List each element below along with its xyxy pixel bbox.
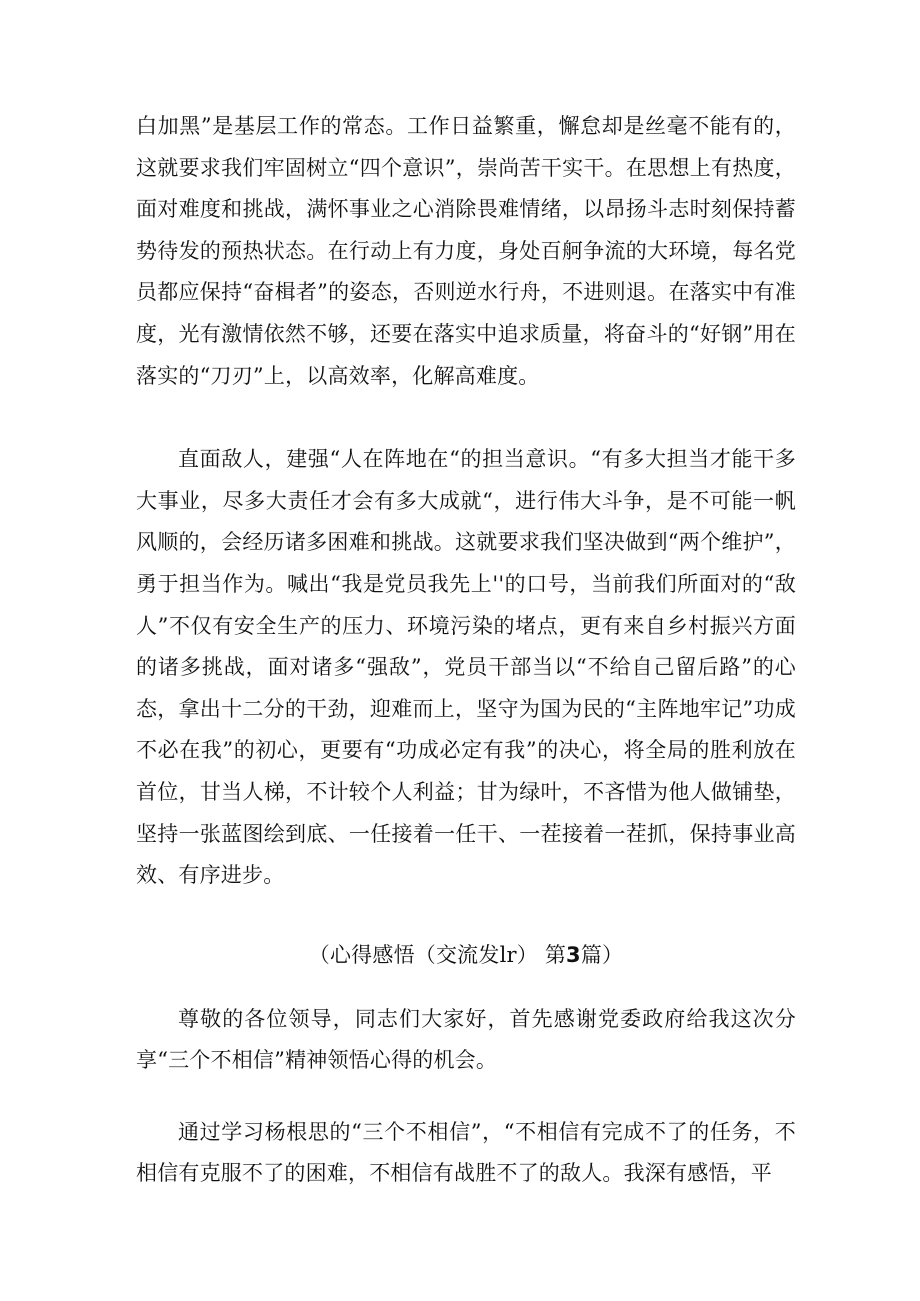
section-heading-part-label: 第 [544, 942, 567, 967]
paragraph-2: 直面敌人，建强“人在阵地在“的担当意识。“有多大担当才能干多大事业，尽多大责任才会有多大成就“，进行伟大斗争，是不可能一帆风顺的，会经历诸多困难和挑战。这就要求我们坚决做到“两个维护”，勇于担当作为。喊出“我是党员我先上''的口号，当前我们所面对的“敌人”不仅有安全生产的压力、环境污染的堵点，更有来自乡村振兴方面的诸多挑战，面对诸多“强敌”，党员干部当以“不给自己留后路”的心态，拿出十二分的干劲，迎难而上，坚守为国为民的“主阵地牢记”功成不必在我”的初心，更要有“功成必定有我”的决心，将全局的胜利放在首位，甘当人梯，不计较个人利益；甘为绿叶，不吝惜为他人做铺垫，坚持一张蓝图绘到底、一任接着一任干、一茬接着一茬抓，保持事业高效、有序进步。 [136, 447, 796, 888]
document-page [136, 106, 796, 1195]
paragraph-1: 白加黑”是基层工作的常态。工作日益繁重，懈怠却是丝毫不能有的，这就要求我们牢固树立“四个意识”，崇尚苦干实干。在思想上有热度，面对难度和挑战，满怀事业之心消除畏难情绪，以昂扬斗志时刻保持蓄势待发的预热状态。在行动上有力度，身处百舸争流的大环境，每名党员都应保持“奋楫者”的姿态，否则逆水行舟，不进则退。在落实中有准度，光有激情依然不够，还要在落实中追求质量，将奋斗的“好钢”用在落实的“刀刃”上，以高效率，化解高难度。 [136, 114, 796, 388]
section-heading [136, 935, 796, 975]
section-heading-part-number: 3 [566, 942, 581, 967]
paragraph-4: 通过学习杨根思的“三个不相信”，“不相信有完成不了的任务，不相信有克服不了的困难，不相信有战胜不了的敌人。我深有感悟，平 [136, 1119, 796, 1186]
section-heading-part-suffix: 篇） [580, 942, 624, 967]
section-heading-prefix: （心得感悟（交流发lr） [308, 942, 538, 967]
paragraph-3: 尊敬的各位领导，同志们大家好，首先感谢党委政府给我这次分享“三个不相信”精神领悟心得的机会。 [136, 1006, 796, 1073]
